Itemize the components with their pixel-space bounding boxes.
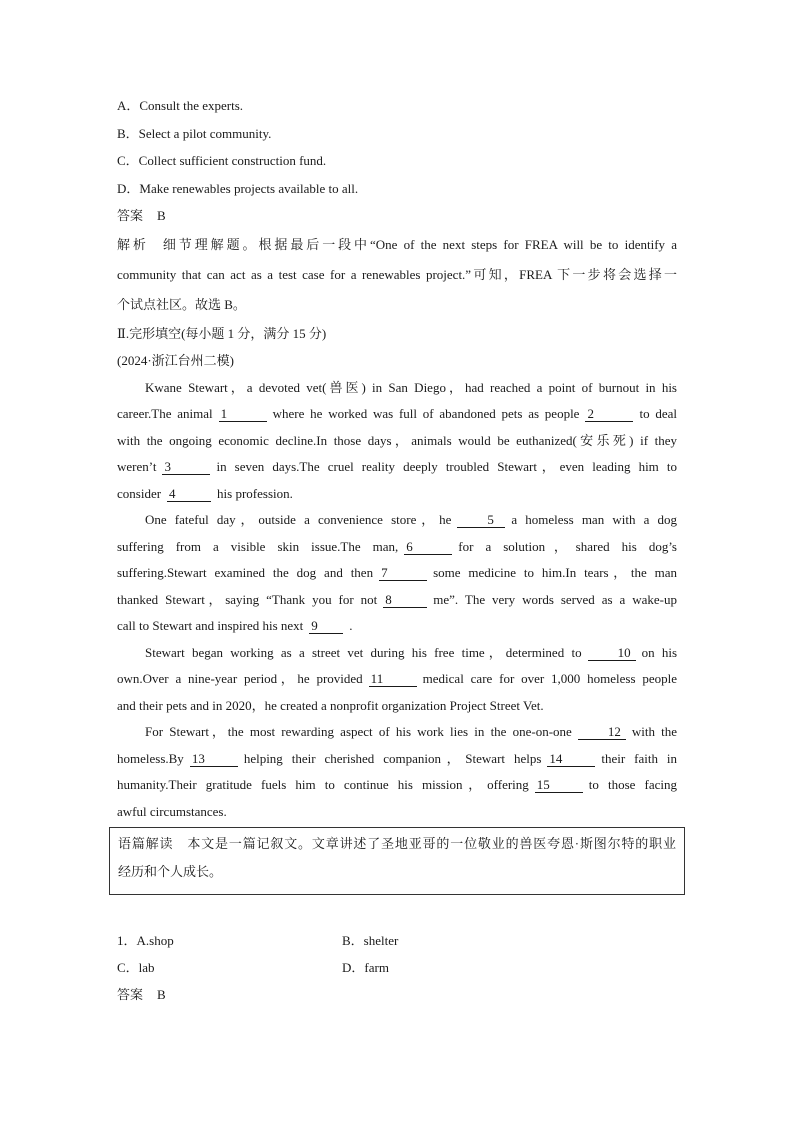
q1-option-a: 1．A.shop [117,933,174,948]
answer-value: B [157,208,166,223]
option-c: C．Collect sufficient construction fund. [117,153,327,168]
q1-option-d: D．farm [342,960,389,975]
blank-3: 3 [162,459,210,475]
blank-13: 13 [190,751,238,767]
blank-1: 1 [219,406,267,422]
option-b: B．Select a pilot community. [117,125,272,141]
answer-label: 答案 [117,208,144,223]
reading-note-box: 语篇解读 本文是一篇记叙文。文章讲述了圣地亚哥的一位敬业的兽医夸恩·斯图尔特的职业 经历和个人成长。 [109,827,685,895]
analysis-line-3: 个试点社区。故选 B。 [117,296,246,312]
blank-12: 12 [578,724,626,740]
passage-paragraph-1: Kwane Stewart，a devoted vet(兽医) in San Diego，had reached a point of burnout in his career.The animal 1 where he worked was full of abandoned pets as people 2 to deal with the ongoing economic decline.In those days，animals would be euthanized(安乐死) if they weren’t 3 in seven days.The cruel reality deeply troubled Stewart，even leading him to consider 4 his profession. [117,379,678,501]
blank-9: 9 [309,618,343,634]
blank-11: 11 [369,671,417,687]
passage-paragraph-4: For Stewart，the most rewarding aspect of his work lies in the one-on-one 12 with the homeless.By 13 helping their cherished companion，Stewart helps 14 their faith in humanity.Their gratitude fuels him to continue his mission，offering 15 to those facing awful circumstances. [117,724,677,819]
analysis [117,230,677,320]
section-title: Ⅱ.完形填空(每小题 1 分，满分 15 分) [117,325,327,341]
passage-paragraph-2: One fateful day，outside a convenience store，he 5 a homeless man with a dog suffering from a visible skin issue.The man, 6 for a solution，shared his dog’s suffering.Stewart examined the dog and then 7 some medicine to him.In tears，the man thanked Stewart，saying “Thank you for not 8 me”. The very words served as a wake-up call to Stewart and inspired his next 9 . [117,512,677,633]
answer-label: 答案 [117,987,144,1002]
blank-5: 5 [457,512,505,528]
option-a: A．Consult the experts. [117,98,244,113]
section-source: (2024·浙江台州二模) [117,353,234,368]
question-1-answer [117,981,677,1009]
analysis-label: 解析 [117,236,149,252]
option-d: D．Make renewables projects available to all. [117,180,359,196]
page-content [117,92,677,1009]
answer-value: B [157,987,166,1002]
previous-question-options [117,92,677,202]
reading-note-label: 语篇解读 [118,836,174,851]
blank-2: 2 [585,406,633,422]
analysis-line-2: community that can act as a test case for a renewables project.”可知，FREA 下一步将会选择一 [117,266,677,282]
analysis-line-1: 解析 细节理解题。根据最后一段中“One of the next steps for FREA will be to identify a [117,236,677,252]
blank-10: 10 [588,645,636,661]
blank-14: 14 [547,751,595,767]
blank-7: 7 [379,565,427,581]
passage-paragraph-3: Stewart began working as a street vet during his free time，determined to 10 on his own.Over a nine-year period，he provided 11 medical care for over 1,000 homeless people and their pets and in 2020，he created a nonprofit organization Project Street Vet. [117,644,678,713]
blank-6: 6 [404,539,452,555]
q1-option-b: B．shelter [342,933,399,948]
question-1-options [117,927,677,981]
previous-answer [117,202,677,230]
blank-8: 8 [383,592,427,608]
blank-4: 4 [167,486,211,502]
blank-15: 15 [535,777,583,793]
q1-option-c: C．lab [117,960,155,975]
